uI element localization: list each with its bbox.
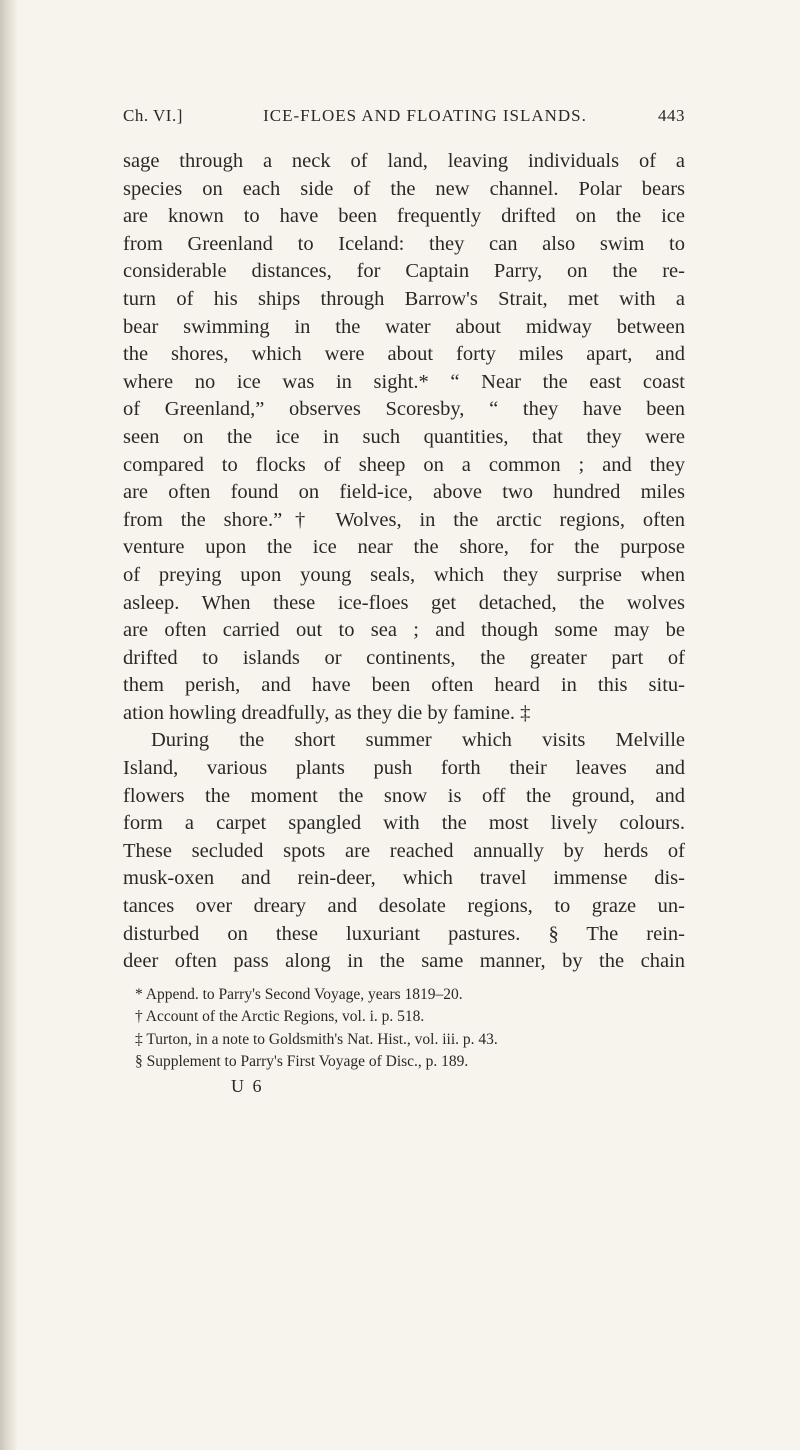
text-line: of Greenland,” observes Scoresby, “ they have been bbox=[123, 398, 685, 421]
text-line: species on each side of the new channel. Polar bears bbox=[123, 177, 685, 200]
footnote: † Account of the Arctic Regions, vol. i. p. 518. bbox=[135, 1008, 425, 1026]
footnote: § Supplement to Parry's First Voyage of Disc., p. 189. bbox=[135, 1053, 469, 1071]
text-line: seen on the ice in such quantities, that they were bbox=[123, 425, 685, 448]
text-line: Island, various plants push forth their leaves and bbox=[123, 757, 685, 780]
text-line: musk-oxen and rein-deer, which travel immense dis- bbox=[123, 867, 685, 890]
text-line: disturbed on these luxuriant pastures. § The rein- bbox=[123, 922, 685, 945]
text-line: the shores, which were about forty miles apart, and bbox=[123, 343, 685, 366]
text-line: flowers the moment the snow is off the ground, and bbox=[123, 784, 685, 807]
page-number: 443 bbox=[658, 106, 685, 125]
signature-mark: U 6 bbox=[231, 1075, 264, 1096]
text-line: sage through a neck of land, leaving individuals of a bbox=[123, 150, 685, 172]
text-line: from the shore.”† Wolves, in the arctic regions, often bbox=[123, 508, 685, 531]
text-line: turn of his ships through Barrow's Strait, met with a bbox=[123, 287, 685, 310]
binding-gutter bbox=[0, 0, 18, 1450]
text-line: compared to flocks of sheep on a common ; and they bbox=[123, 453, 685, 476]
text-line: considerable distances, for Captain Parry, on the re- bbox=[123, 260, 685, 283]
paragraph-start-line: During the short summer which visits Melville bbox=[151, 729, 685, 752]
body-text bbox=[123, 148, 685, 976]
text-line: These secluded spots are reached annually by herds of bbox=[123, 839, 685, 862]
text-line: venture upon the ice near the shore, for the purpose bbox=[123, 536, 685, 559]
text-line: drifted to islands or continents, the greater part of bbox=[123, 646, 685, 669]
text-line: them perish, and have been often heard in this situ- bbox=[123, 674, 685, 697]
book-page bbox=[123, 106, 685, 1097]
footnote: * Append. to Parry's Second Voyage, years 1819–20. bbox=[135, 985, 463, 1003]
text-line: form a carpet spangled with the most lively colours. bbox=[123, 812, 685, 835]
running-head bbox=[123, 106, 685, 126]
footnote: ‡ Turton, in a note to Goldsmith's Nat. Hist., vol. iii. p. 43. bbox=[135, 1030, 498, 1048]
text-line: tances over dreary and desolate regions, to graze un- bbox=[123, 895, 685, 918]
text-line: are often carried out to sea ; and though some may be bbox=[123, 619, 685, 642]
text-line: are known to have been frequently drifted on the ice bbox=[123, 205, 685, 228]
text-line: of preying upon young seals, which they surprise when bbox=[123, 563, 685, 586]
text-line: from Greenland to Iceland: they can also swim to bbox=[123, 232, 685, 255]
text-line: are often found on field-ice, above two hundred miles bbox=[123, 481, 685, 504]
footnotes bbox=[123, 984, 685, 1074]
text-line: asleep. When these ice-floes get detached, the wolves bbox=[123, 591, 685, 614]
text-line: bear swimming in the water about midway between bbox=[123, 315, 685, 338]
text-line: deer often pass along in the same manner, by the chain bbox=[123, 950, 685, 973]
text-line: where no ice was in sight.* “ Near the east coast bbox=[123, 370, 685, 393]
text-line: ation howling dreadfully, as they die by famine. ‡ bbox=[123, 701, 531, 724]
running-title: ICE-FLOES AND FLOATING ISLANDS. bbox=[263, 106, 587, 125]
chapter-reference: Ch. VI.] bbox=[123, 106, 183, 125]
